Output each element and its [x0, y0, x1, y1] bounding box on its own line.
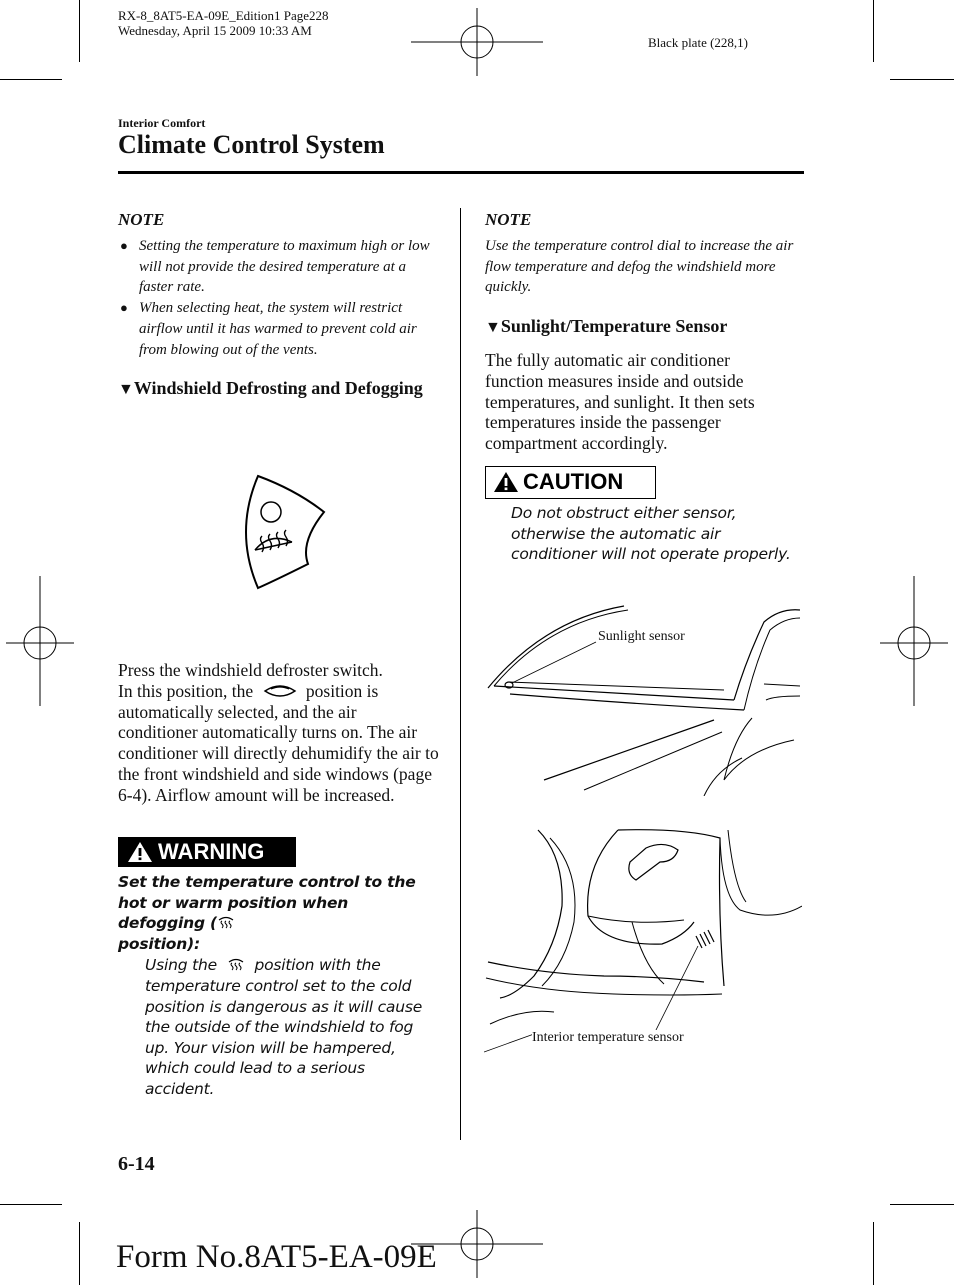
body-line: Press the windshield defroster switch.: [118, 660, 383, 680]
note-title: NOTE: [485, 210, 532, 229]
defrost-icon: [217, 915, 235, 929]
defroster-switch-illustration: [236, 472, 332, 592]
warning-main: [118, 872, 434, 954]
registration-mark: [6, 576, 74, 706]
print-header-line2: Wednesday, April 15 2009 10:33 AM: [118, 23, 312, 38]
plate-label: Black plate (228,1): [648, 35, 748, 50]
warning-detail: [118, 955, 434, 1099]
caution-content: [511, 503, 809, 565]
interior-sensor-illustration: [484, 826, 802, 1058]
body-paragraph: automatically selected, and the air conditioner automatically turns on. The air conditioner will directly dehumidify the air to the front windshield and side windows (page 6-4). Airflow amount will be increased.: [118, 701, 439, 805]
crop-mark: [890, 79, 954, 80]
note-item-text: Setting the temperature to maximum high or low will not provide the desired temperature at a faster rate.: [139, 238, 430, 296]
figure-label-interior: Interior temperature sensor: [532, 1030, 684, 1045]
warning-text-span: position):: [118, 934, 200, 953]
bullet: ●: [120, 300, 128, 316]
title-rule: [118, 171, 804, 174]
subheading-text: Windshield Defrosting and Defogging: [133, 378, 423, 398]
body-text-span: position is: [305, 680, 379, 701]
page-title: Climate Control System: [118, 130, 385, 159]
crop-mark: [0, 1204, 62, 1205]
registration-mark: [411, 8, 543, 76]
warning-text-span: Set the temperature control to the hot or warm position when defogging (: [118, 873, 416, 933]
section-label: Interior Comfort: [118, 116, 206, 130]
registration-mark: [880, 576, 948, 706]
page-number: 6-14: [118, 1153, 155, 1175]
figure-label-sunlight: Sunlight sensor: [598, 629, 685, 644]
warning-detail-span: Using the: [145, 956, 217, 975]
right-note: [485, 210, 795, 298]
left-column: [118, 210, 440, 360]
subhead-marker: ▼: [485, 319, 501, 336]
note-text: Use the temperature control dial to increase the air flow temperature and defog the windshield more quickly.: [485, 238, 794, 296]
warning-triangle-icon: [493, 471, 519, 493]
crop-mark: [890, 1204, 954, 1205]
body-paragraph: The fully automatic air conditioner function measures inside and outside temperatures, and sunlight. It then sets temperatures inside the passenger compartment accordingly.: [485, 350, 755, 454]
crop-mark: [0, 79, 62, 80]
crop-mark: [79, 0, 80, 62]
warning-detail-span: position with the temperature control set to the cold position is dangerous as it will cause the outside of the windshield to fog up. Your vision will be hampered, which could lead to a serious accident.: [145, 956, 423, 1098]
note-item: [118, 298, 440, 360]
subheading-defrost: [118, 378, 423, 399]
warning-triangle-icon: [127, 841, 153, 863]
defrost-icon: [226, 957, 246, 971]
note-title: NOTE: [118, 210, 165, 229]
warning-label: WARNING: [158, 839, 265, 864]
print-header: [118, 8, 329, 38]
note-item-text: When selecting heat, the system will restrict airflow until it has warmed to prevent cold air from blowing out of the vents.: [139, 300, 417, 358]
print-header-line1: RX-8_8AT5-EA-09E_Edition1 Page228: [118, 8, 329, 23]
crop-mark: [79, 1222, 80, 1285]
crop-mark: [873, 1222, 874, 1285]
windshield-mode-icon: [262, 683, 298, 699]
warning-label-box: [118, 837, 296, 867]
sensor-body: [485, 350, 791, 454]
column-divider: [460, 208, 461, 1140]
caution-label-box: [485, 466, 656, 499]
defrost-body: [118, 660, 440, 806]
warning-content: [118, 872, 434, 1100]
caution-label: CAUTION: [523, 469, 624, 494]
subheading-sensor: [485, 316, 727, 337]
bullet: ●: [120, 238, 128, 253]
crop-mark: [873, 0, 874, 62]
body-text-span: In this position, the: [118, 680, 254, 701]
form-number: Form No.8AT5-EA-09E: [116, 1239, 437, 1275]
note-item: [118, 236, 440, 298]
subheading-text: Sunlight/Temperature Sensor: [500, 316, 728, 336]
subhead-marker: ▼: [118, 381, 134, 398]
body-line: [118, 681, 440, 702]
caution-text: Do not obstruct either sensor, otherwise the automatic air conditioner will not operate properly.: [511, 504, 791, 564]
